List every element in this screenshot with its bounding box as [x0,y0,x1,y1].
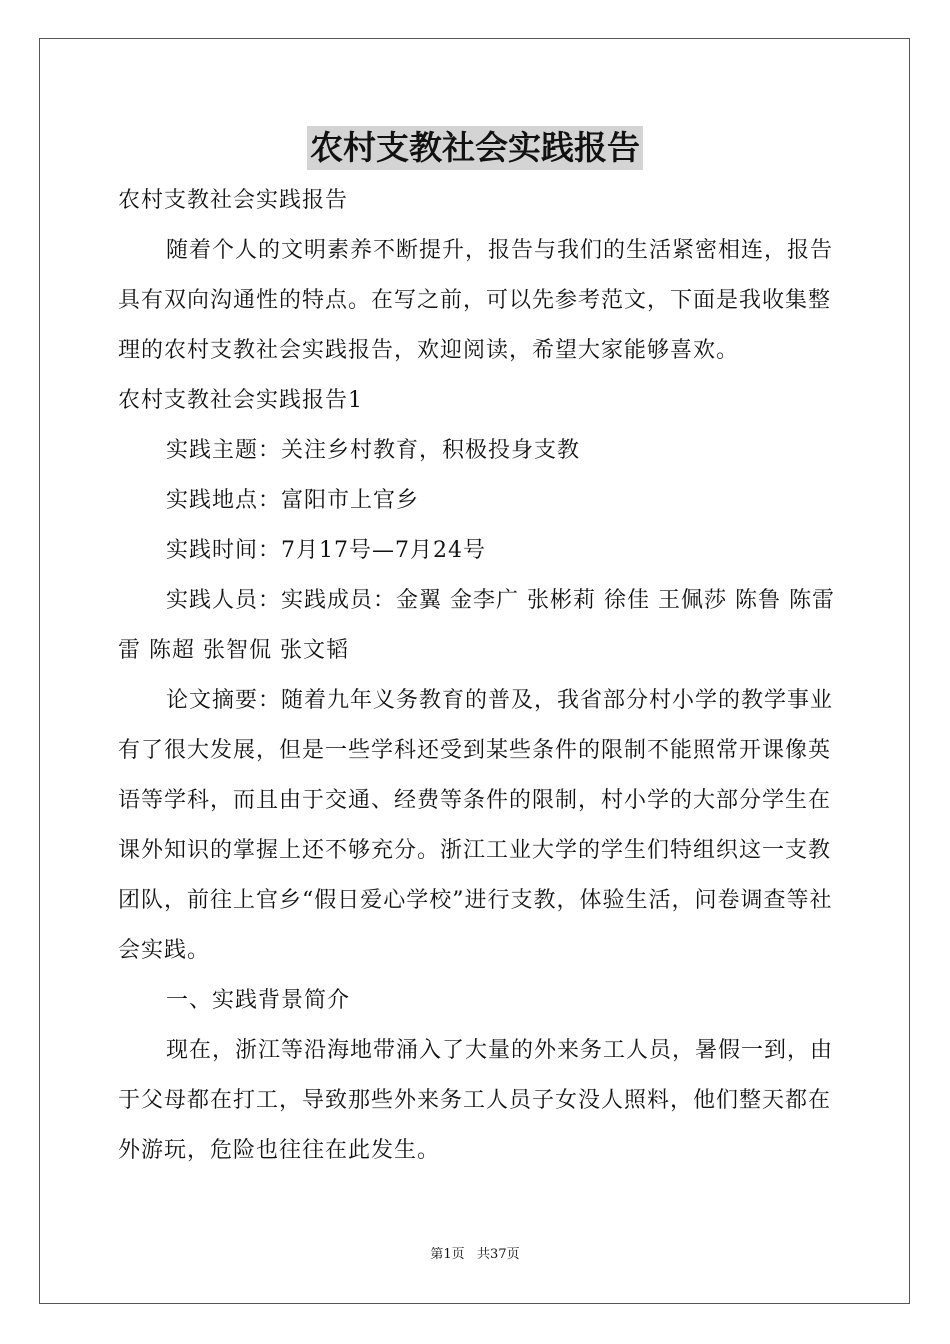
paragraph-subtitle: 农村支教社会实践报告 [118,188,349,213]
document-title: 农村支教社会实践报告 [307,126,643,170]
paragraph-background-heading: 一、实践背景简介 [166,988,351,1013]
title-wrap [0,126,950,170]
paragraph-time: 实践时间：7月17号—7月24号 [166,538,486,563]
paragraph-intro: 随着个人的文明素养不断提升，报告与我们的生活紧密相连，报告具有双向沟通性的特点。在写之前，可以先参考范文，下面是我收集整理的农村支教社会实践报告，欢迎阅读，希望大家能够喜欢。 [118,238,834,363]
paragraph-theme: 实践主题：关注乡村教育，积极投身支教 [166,438,581,463]
paragraph-members: 实践人员：实践成员：金翼 金李广 张彬莉 徐佳 王佩莎 陈鲁 陈雷雷 陈超 张智侃 张文韬 [118,588,835,663]
page-footer: 第1页 共37页 [430,1247,520,1262]
document-body [118,176,836,1176]
paragraph-location: 实践地点：富阳市上官乡 [166,488,420,513]
paragraph-abstract: 论文摘要：随着九年义务教育的普及，我省部分村小学的教学事业有了很大发展，但是一些学科还受到某些条件的限制不能照常开课像英语等学科，而且由于交通、经费等条件的限制，村小学的大部分学生在课外知识的掌握上还不够充分。浙江工业大学的学生们特组织这一支教团队，前往上官乡“假日爱心学校”进行支教，体验生活，问卷调查等社会实践。 [118,688,834,963]
paragraph-background: 现在，浙江等沿海地带涌入了大量的外来务工人员，暑假一到，由于父母都在打工，导致那些外来务工人员子女没人照料，他们整天都在外游玩，危险也往往在此发生。 [118,1038,834,1163]
paragraph-section-heading: 农村支教社会实践报告1 [118,388,363,413]
